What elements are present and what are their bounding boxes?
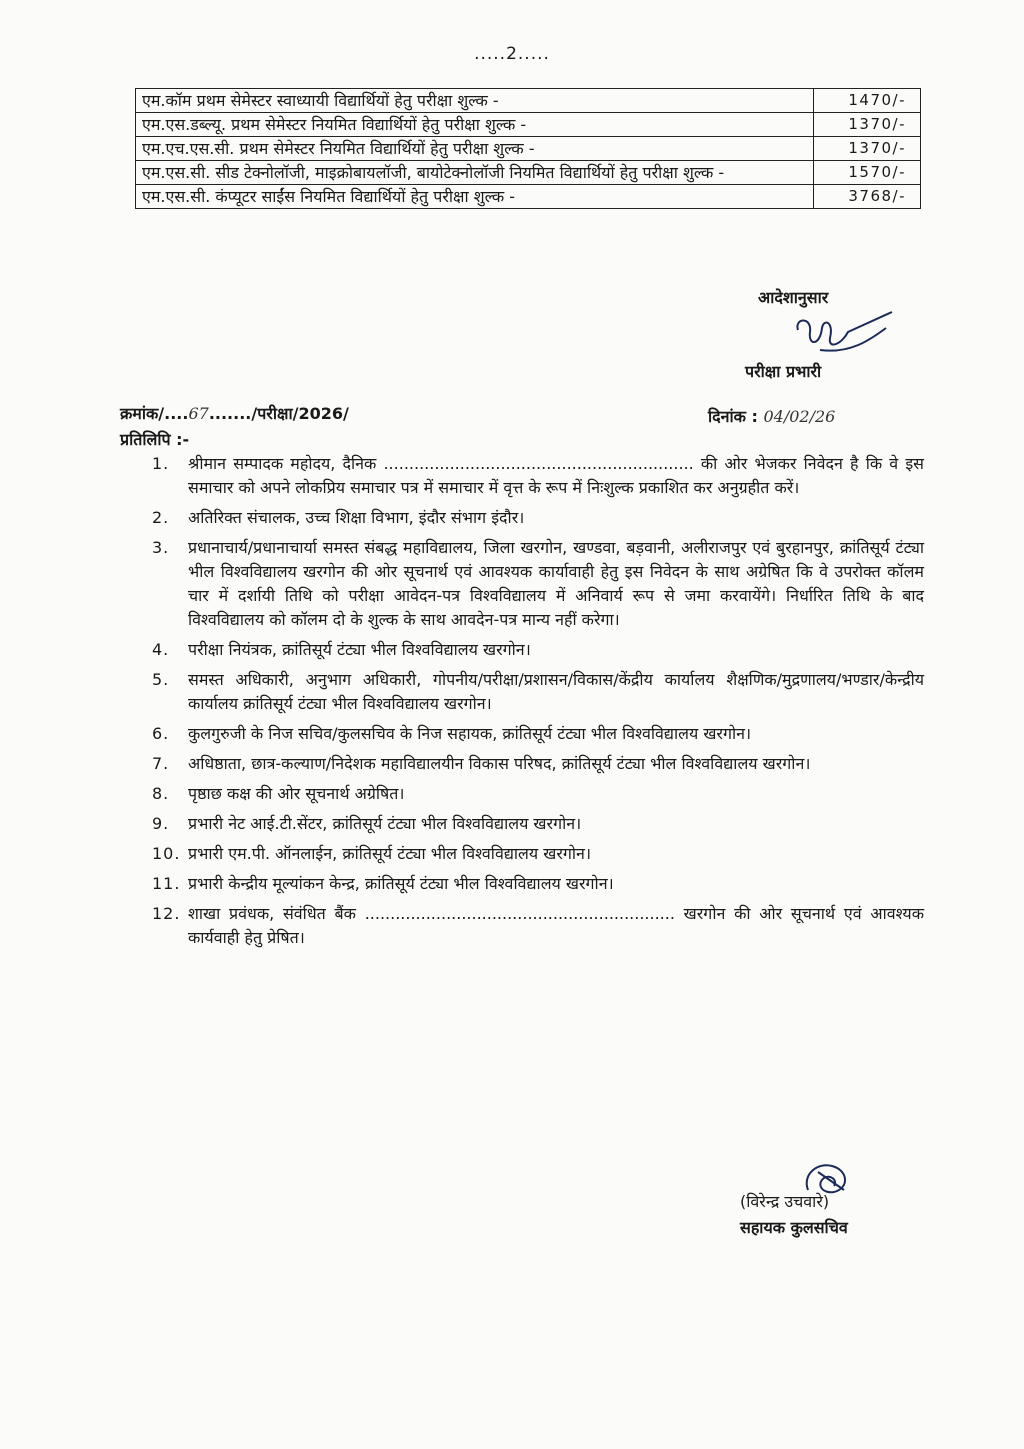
list-number: 1. <box>152 454 170 473</box>
list-number: 8. <box>152 784 170 803</box>
list-text: प्रभारी एम.पी. ऑनलाईन, क्रांतिसूर्य टंट्या भील विश्वविद्यालय खरगोन। <box>188 844 592 863</box>
fee-amount: 3768/- <box>814 185 921 209</box>
fee-table <box>135 88 921 209</box>
reference-suffix: /परीक्षा/2026/ <box>251 404 349 423</box>
list-text: परीक्षा नियंत्रक, क्रांतिसूर्य टंट्या भील विश्वविद्यालय खरगोन। <box>188 640 531 659</box>
list-item <box>152 752 924 776</box>
reference-label: क्रमांक/ <box>120 404 165 423</box>
list-text: पृष्ठाछ कक्ष की ओर सूचनार्थ अग्रेषित। <box>188 784 405 803</box>
incharge-signature <box>790 310 900 360</box>
table-row <box>136 89 921 113</box>
signatory-name: (विरेन्द्र उचवारे) <box>740 1192 830 1211</box>
handwritten-date: 04/02/26 <box>763 407 836 426</box>
list-item <box>152 782 924 806</box>
list-number: 4. <box>152 640 170 659</box>
copy-to-heading: प्रतिलिपि :- <box>120 430 190 449</box>
fee-amount: 1570/- <box>814 161 921 185</box>
fee-description: एम.एस.सी. कंप्यूटर साईंस नियमित विद्यार्थियों हेतु परीक्षा शुल्क - <box>136 185 814 209</box>
exam-incharge-label: परीक्षा प्रभारी <box>745 362 822 381</box>
table-row <box>136 113 921 137</box>
list-number: 11. <box>152 874 181 893</box>
list-text: श्रीमान सम्पादक महोदय, दैनिक ............................................................. की ओर भेजकर निवेदन है कि वे इस समाचार को अपने लोकप्रिय समाचार पत्र में समाचार में वृत्त के रूप में निःशुल्क प्रकाशित कर अनुग्रहीत करें। <box>188 454 924 497</box>
list-item <box>152 872 924 896</box>
list-item <box>152 506 924 530</box>
list-item <box>152 536 924 632</box>
list-item <box>152 812 924 836</box>
list-number: 9. <box>152 814 170 833</box>
fee-description: एम.एच.एस.सी. प्रथम सेमेस्टर नियमित विद्यार्थियों हेतु परीक्षा शुल्क - <box>136 137 814 161</box>
page-number: .....2..... <box>474 44 550 64</box>
fee-amount: 1370/- <box>814 113 921 137</box>
list-number: 10. <box>152 844 181 863</box>
reference-date <box>708 405 835 427</box>
list-number: 12. <box>152 904 181 923</box>
fee-amount: 1370/- <box>814 137 921 161</box>
list-text: समस्त अधिकारी, अनुभाग अधिकारी, गोपनीय/परीक्षा/प्रशासन/विकास/केंद्रीय कार्यालय शैक्षणिक/मुद्रणालय/भण्डार/केन्द्रीय कार्यालय क्रांतिसूर्य टंट्या भील विश्वविद्यालय खरगोन। <box>188 670 924 713</box>
fee-amount: 1470/- <box>814 89 921 113</box>
fee-description: एम.कॉम प्रथम सेमेस्टर स्वाध्यायी विद्यार्थियों हेतु परीक्षा शुल्क - <box>136 89 814 113</box>
list-item <box>152 902 924 950</box>
reference-number: क्रमांक/....67......./परीक्षा/2026/ <box>120 404 349 423</box>
list-item <box>152 722 924 746</box>
copy-list <box>152 452 924 956</box>
list-number: 5. <box>152 670 170 689</box>
list-text: प्रधानाचार्य/प्रधानाचार्या समस्त संबद्ध महाविद्यालय, जिला खरगोन, खण्डवा, बड़वानी, अलीराजपुर एवं बुरहानपुर, क्रांतिसूर्य टंट्या भील विश्वविद्यालय खरगोन की ओर सूचनार्थ एवं आवश्यक कार्यावाही हेतु इस निवेदन के साथ अग्रेषित कि वे उपरोक्त कॉलम चार में दर्शायी तिथि को परीक्षा आवेदन-पत्र विश्वविद्यालय में अनिवार्य रूप से जमा करवायेंगे। निर्धारित तिथि के बाद विश्वविद्यालय को कॉलम दो के शुल्क के साथ आवदेन-पत्र मान्य नहीं करेगा। <box>188 538 924 629</box>
list-item <box>152 452 924 500</box>
fee-description: एम.एस.सी. सीड टेक्नोलॉजी, माइक्रोबायलॉजी, बायोटेक्नोलॉजी नियमित विद्यार्थियों हेतु परीक्षा शुल्क - <box>136 161 814 185</box>
list-text: शाखा प्रवंधक, संवंधित बैंक ............................................................. खरगोन की ओर सूचनार्थ एवं आवश्यक कार्यवाही हेतु प्रेषित। <box>188 904 924 947</box>
signatory-designation: सहायक कुलसचिव <box>740 1218 848 1237</box>
handwritten-reference-number: 67 <box>188 404 209 423</box>
table-row <box>136 161 921 185</box>
list-item <box>152 842 924 866</box>
list-number: 6. <box>152 724 170 743</box>
table-row <box>136 137 921 161</box>
list-text: प्रभारी नेट आई.टी.सेंटर, क्रांतिसूर्य टंट्या भील विश्वविद्यालय खरगोन। <box>188 814 582 833</box>
list-item <box>152 638 924 662</box>
list-number: 3. <box>152 538 170 557</box>
list-text: प्रभारी केन्द्रीय मूल्यांकन केन्द्र, क्रांतिसूर्य टंट्या भील विश्वविद्यालय खरगोन। <box>188 874 614 893</box>
date-label: दिनांक : <box>708 407 758 426</box>
list-text: अधिष्ठाता, छात्र-कल्याण/निदेशक महाविद्यालयीन विकास परिषद, क्रांतिसूर्य टंट्या भील विश्वविद्यालय खरगोन। <box>188 754 811 773</box>
table-row <box>136 185 921 209</box>
list-number: 7. <box>152 754 170 773</box>
list-number: 2. <box>152 508 170 527</box>
fee-description: एम.एस.डब्ल्यू. प्रथम सेमेस्टर नियमित विद्यार्थियों हेतु परीक्षा शुल्क - <box>136 113 814 137</box>
by-order-label: आदेशानुसार <box>758 288 829 307</box>
list-text: कुलगुरुजी के निज सचिव/कुलसचिव के निज सहायक, क्रांतिसूर्य टंट्या भील विश्वविद्यालय खरगोन। <box>188 724 752 743</box>
list-text: अतिरिक्त संचालक, उच्च शिक्षा विभाग, इंदौर संभाग इंदौर। <box>188 508 525 527</box>
list-item <box>152 668 924 716</box>
